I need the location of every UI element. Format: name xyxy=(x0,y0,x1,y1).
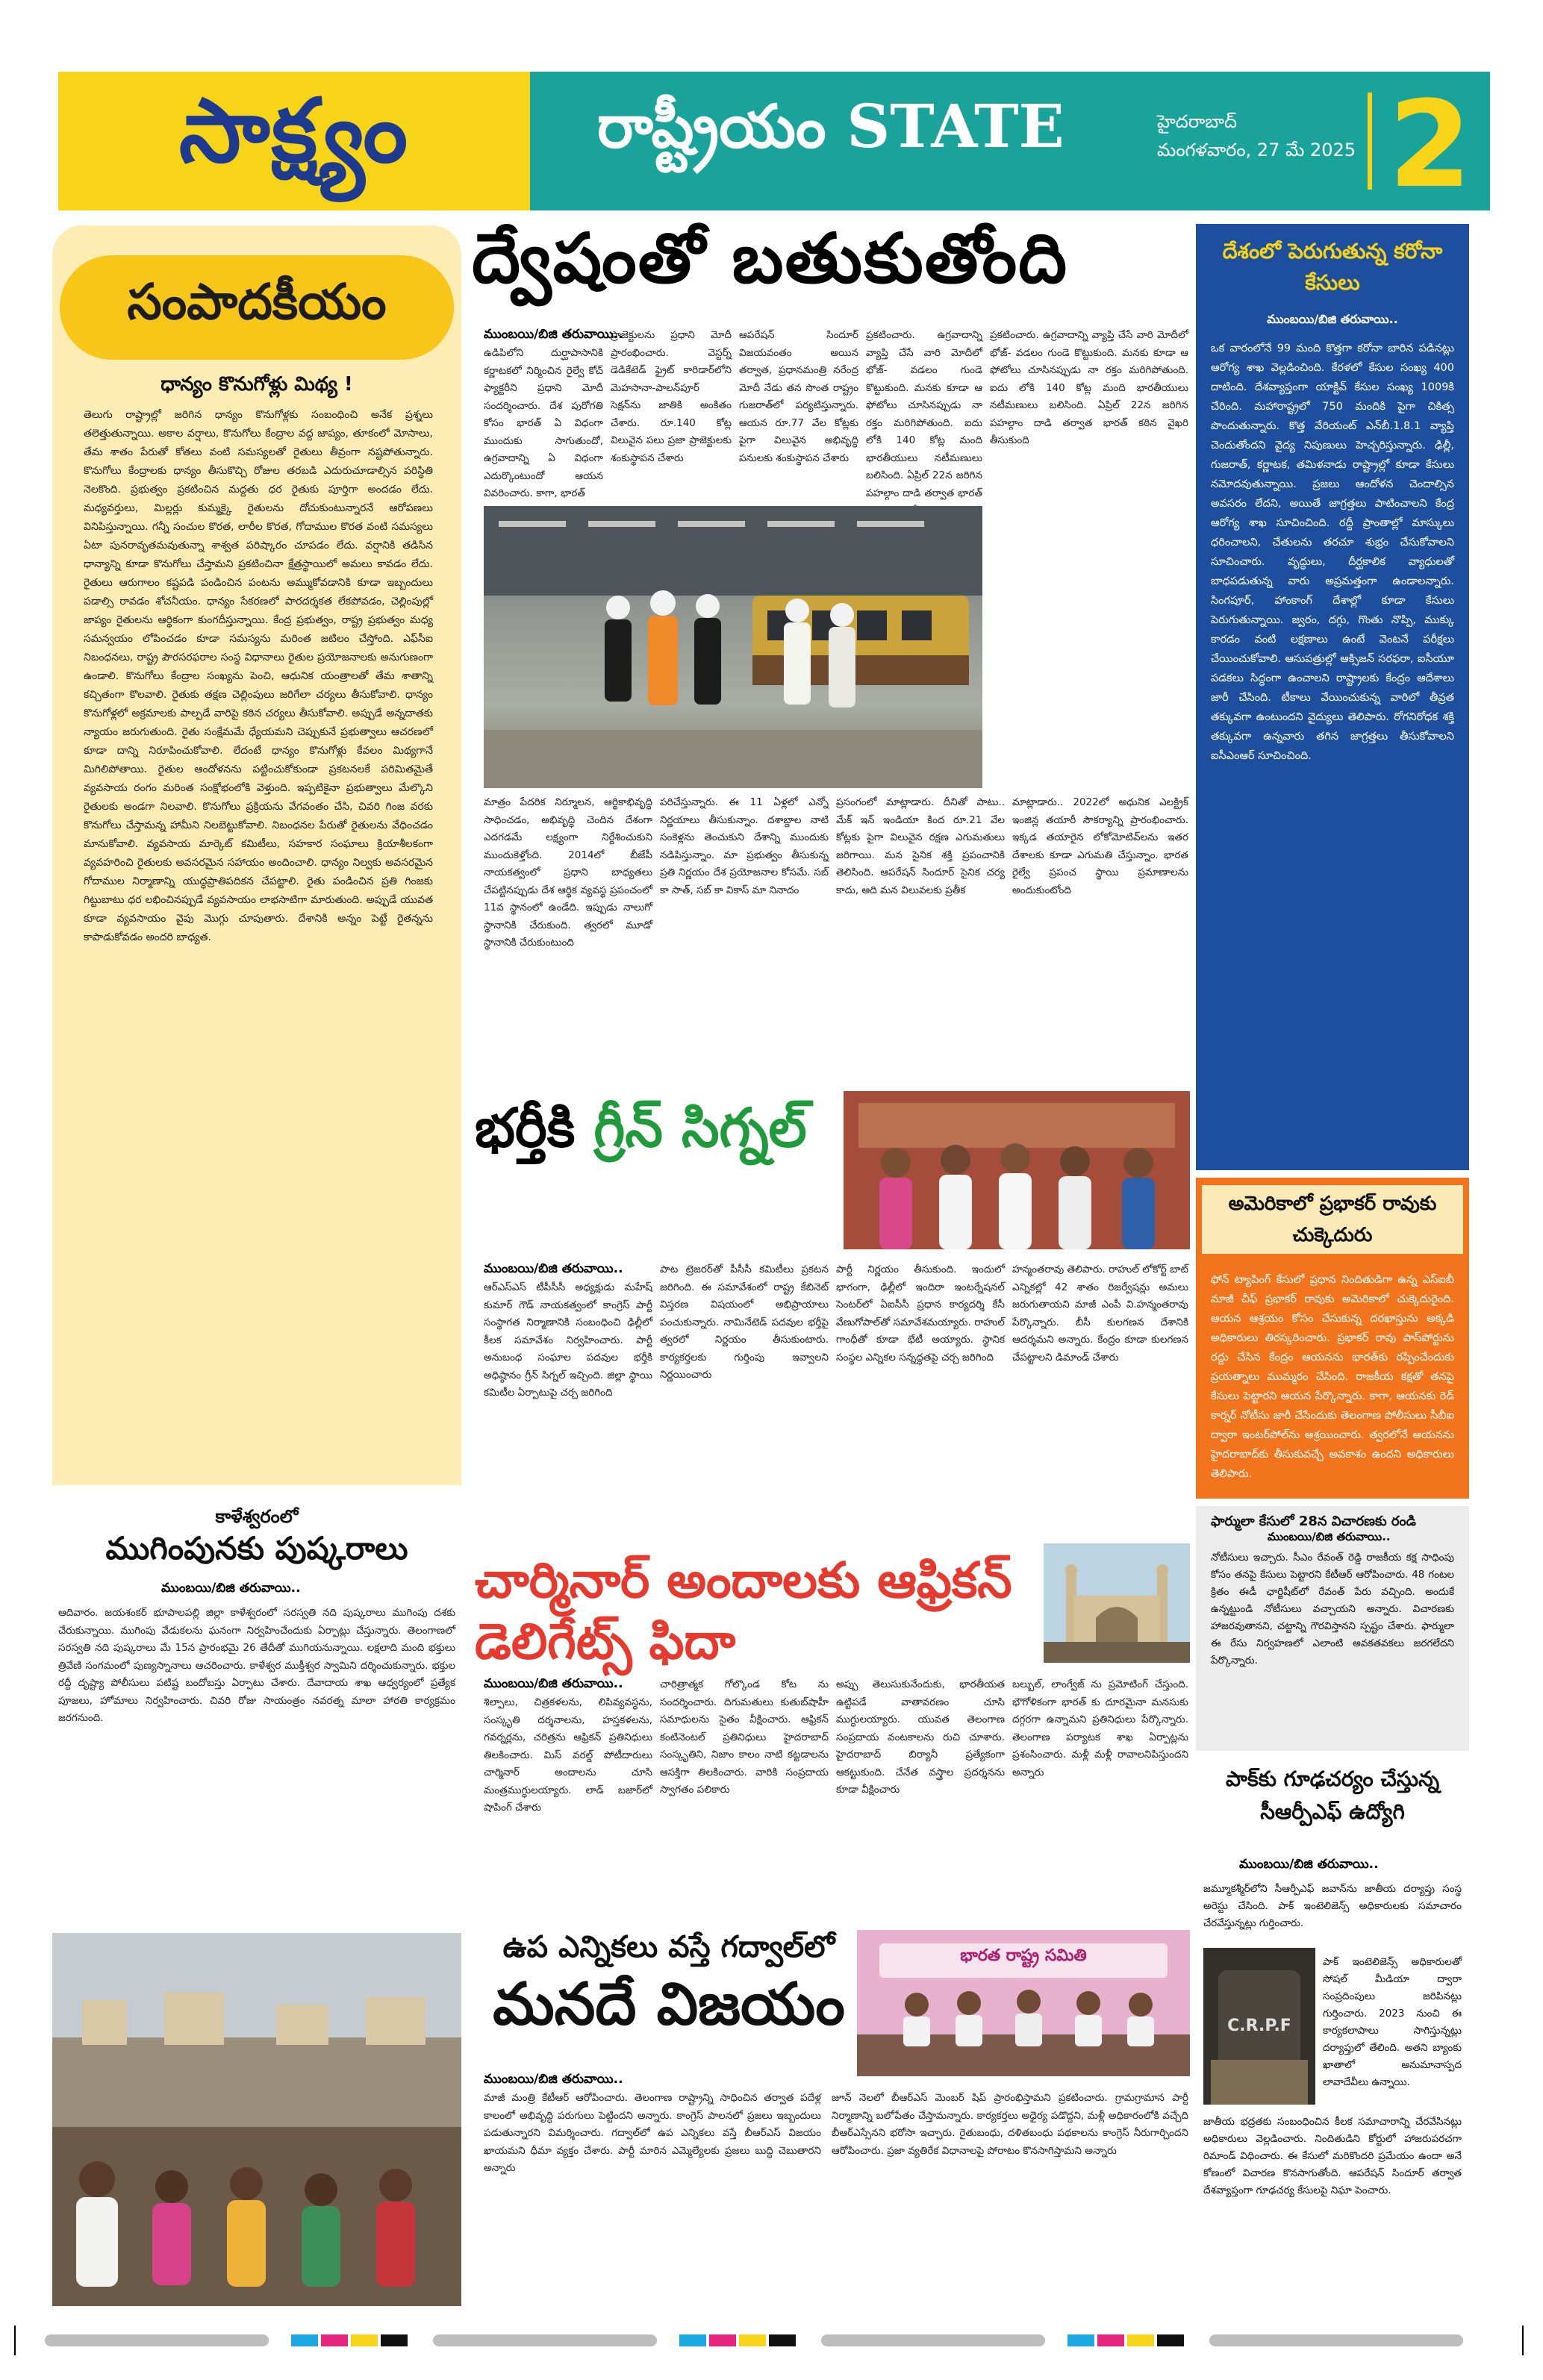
green-signal-headline-black: భర్తీకి xyxy=(475,1096,594,1159)
green-signal-headline xyxy=(475,1096,807,1172)
charminar-col-1: శిల్పాలు, చిత్రకళలను, లిపివ్యవస్థను, సంస్కృతి దర్శనాలను, హస్తకళలను, గవర్నర్లను, చరిత్రను ఆఫ్రికన్ ప్రతినిధులు తిలకించారు. మిస్ వరల్డ్ పోటీదారులు చార్మినార్ అందాలను చూసి మంత్రముగ్ధులయ్యారు. లాడ్ బజార్‌లో షాపింగ్ చేశారు xyxy=(484,1696,652,1814)
print-register-bar xyxy=(0,2326,1543,2355)
pushkaralu-bathing-illustration xyxy=(52,1933,461,2306)
crpf-photo xyxy=(1203,1948,1315,2105)
editorial-subtitle: ధాన్యం కొనుగోళ్లు మిథ్య ! xyxy=(160,373,353,396)
masthead xyxy=(58,72,1490,214)
kaleshwaram-photo xyxy=(52,1933,461,2306)
corona-box xyxy=(1196,224,1469,1170)
formula-headline: ఫార్ములా కేసులో 28న విచారణకు రండి xyxy=(1211,1514,1417,1529)
gadwal-dateline: ముంబయి/బిజి తరువాయి.. xyxy=(484,2072,623,2087)
america-box xyxy=(1196,1178,1469,1499)
green-dateline: ముంబయి/బిజి తరువాయి.. xyxy=(484,1261,623,1276)
america-body: ఫోన్ ట్యాపింగ్ కేసులో ప్రధాన నిందితుడిగా ఉన్న ఎస్ఐబీ మాజీ చీఫ్ ప్రభాకర్ రావుకు అమెరికాలో చుక్కెదురైంది. ఆయన ఆశ్రయం కోసం చేసుకున్న దరఖాస్తును అక్కడి అధికారులు తిరస్కరించారు. ప్రభాకర్ రావు పాస్‌పోర్టును రద్దు చేసిన కేంద్రం ఆయనను భారత్‌కు రప్పించేందుకు ప్రయత్నాలు ముమ్మరం చేసింది. రాజకీయ కక్షతో తనపై కేసులు పెట్టారని ఆయన పేర్కొన్నారు. కాగా, ఆయనకు రెడ్ కార్నర్ నోటీసు జారీ చేసేందుకు తెలంగాణ పోలీసులు సీబీఐ ద్వారా ఇంటర్‌పోల్‌ను ఆశ్రయించారు. త్వరలోనే ఆయనను హైదరాబాద్‌కు తీసుకువచ్చే అవకాశం ఉందని అధికారులు తెలిపారు. xyxy=(1211,1274,1454,1480)
editorial-heading-badge xyxy=(60,255,454,360)
main-story-photo xyxy=(484,506,982,788)
editorial-body: తెలుగు రాష్ట్రాల్లో జరిగిన ధాన్యం కొనుగోళ్లకు సంబంధించి అనేక ప్రశ్నలు తలెత్తుతున్నాయి. అకాల వర్షాలు, కొనుగోలు కేంద్రాల వద్ద జాప్యం, తూకంలో మోసాలు, తేమ శాతం పేరుతో కోతలు వంటి సమస్యలతో రైతులు తీవ్రంగా నష్టపోతున్నారు. కొనుగోలు కేంద్రాలకు ధాన్యం తీసుకొచ్చి రోజుల తరబడి ఎదురుచూడాల్సిన పరిస్థితి నెలకొంది. ప్రభుత్వం ప్రకటించిన మద్దతు ధర రైతుకు పూర్తిగా అందడం లేదు. మధ్యవర్తులు, మిల్లర్లు కుమ్మక్కై రైతులను దోచుకుంటున్నారనే ఆరోపణలు వినిపిస్తున్నాయి. గన్నీ సంచుల కొరత, లారీల కొరత, గోదాముల కొరత వంటి సమస్యలు ఏటా పునరావృతమవుతున్నా శాశ్వత పరిష్కారం చూపడం లేదు. వర్షానికి తడిసిన ధాన్యాన్ని కూడా కొనుగోలు చేస్తామని ప్రకటించినా క్షేత్రస్థాయిలో అమలు కావడం లేదు. రైతులు ఆరుగాలం కష్టపడి పండించిన పంటను అమ్ముకోవడానికి కూడా ఇబ్బందులు పడాల్సి రావడం శోచనీయం. ధాన్యం సేకరణలో పారదర్శకత లేకపోవడం, చెల్లింపుల్లో జాప్యం రైతులను ఆర్థికంగా కుంగదీస్తున్నాయి. కేంద్ర ప్రభుత్వం, రాష్ట్ర ప్రభుత్వం మధ్య సమన్వయం లోపించడం కూడా సమస్యను మరింత జటిలం చేస్తోంది. ఎఫ్‌సీఐ నిబంధనలు, రాష్ట్ర పౌరసరఫరాల సంస్థ విధానాలు రైతుల ప్రయోజనాలకు అనుగుణంగా ఉండాలి. కొనుగోలు కేంద్రాల సంఖ్యను పెంచి, ఆధునిక యంత్రాలతో తేమ శాతాన్ని కచ్చితంగా కొలవాలి. రైతుకు తక్షణ చెల్లింపులు జరిగేలా చర్యలు తీసుకోవాలి. ధాన్యం కొనుగోళ్లలో అక్రమాలకు పాల్పడే వారిపై కఠిన చర్యలు తీసుకోవాలి. అప్పుడే అన్నదాతకు న్యాయం జరుగుతుంది. రైతు సంక్షేమమే ధ్యేయమని చెప్పుకునే ప్రభుత్వాలు ఆచరణలో కూడా దాన్ని నిరూపించుకోవాలి. లేదంటే ధాన్యం కొనుగోళ్లు కేవలం మిథ్యగానే మిగిలిపోతాయి. రైతుల ఆందోళనను పట్టించుకోకుండా ప్రకటనలకే పరిమితమైతే వ్యవసాయ రంగం మరింత సంక్షోభంలోకి వెళ్తుంది. ఇప్పటికైనా ప్రభుత్వాలు మేల్కొని రైతులకు అండగా నిలవాలి. కొనుగోలు ప్రక్రియను వేగవంతం చేసి, చివరి గింజ వరకు కొనుగోలు చేస్తామన్న హామీని నిలబెట్టుకోవాలి. నిబంధనల పేరుతో రైతులను వేధించడం మానుకోవాలి. వ్యవసాయ మార్కెట్ కమిటీలు, సహకార సంఘాలు క్రియాశీలకంగా వ్యవహరించి రైతులకు అవసరమైన సహాయం అందించాలి. ధాన్యం నిల్వకు అవసరమైన గోదాముల నిర్మాణాన్ని యుద్ధప్రాతిపదికన చేపట్టాలి. రైతు పండించిన ప్రతి గింజకు గిట్టుబాటు ధర లభించినప్పుడే వ్యవసాయం లాభసాటిగా మారుతుంది. అప్పుడే యువత కూడా వ్యవసాయం వైపు మొగ్గు చూపుతారు. దేశానికి అన్నం పెట్టే రైతన్నను కాపాడుకోవడం అందరి బాధ్యత. xyxy=(84,409,433,943)
crpf-label: C.R.P.F xyxy=(1227,2017,1291,2035)
gadwal-photo xyxy=(857,1930,1190,2076)
gadwal-photo-banner: భారత రాష్ట్ర సమితి xyxy=(960,1946,1087,1965)
main-lower-col-4: మాట్లాడారు.. 2022లో అధునిక ఎలక్ట్రిక్ ఇంజిన్ల తయారీ సౌకర్యాన్ని ప్రారంభించారు. ఇక్కడ తయారైన లోకోమోటివ్‌లను ఇతర దేశాలకు కూడా ఎగుమతి చేస్తున్నాం. భారత రైల్వే ప్రపంచ స్థాయి ప్రమాణాలను అందుకుంటోంది xyxy=(1012,796,1188,896)
formula-dateline: ముంబయి/బిజి తరువాయి.. xyxy=(1268,1530,1391,1543)
main-col-4-top: ప్రకటించారు. ఉగ్రవాదాన్ని వ్యాప్తి చేసే వారి మోదీలో భోజ్- వడలం గుండె కొట్టుకుంది. మనకు కూడా ఆ ఫోటోలు చూసినప్పుడు నా రక్తం మరిగిపోతుంది. ఐదు లోకి 140 కోట్ల మంది భారతీయులు నటీమణులు బలిసింది. ఏప్రిల్ 22న జరిగిన పహల్గాం దాడి తర్వాత భారత్ xyxy=(866,329,982,499)
formula-body: నోటీసులు ఇచ్చారు. సీఎం రేవంత్ రెడ్డి రాజకీయ కక్ష సాధింపు కోసం తనపై కేసులు పెట్టారని కేటీఆర్ ఆరోపించారు. 48 గంటల క్రితం ఈడీ ఛార్జిషీట్‌లో రేవంత్ పేరు వచ్చింది. అందుకే ఉన్నట్టుండి నోటీసులు వచ్చాయని అన్నారు. విచారణకు హాజరవుతానని, చట్టాన్ని గౌరవిస్తానని స్పష్టం చేశారు. ఫార్ములా ఈ రేసు నిర్వహణలో ఎలాంటి అవకతవకలు జరగలేదని పేర్కొన్నారు. xyxy=(1211,1552,1454,1667)
editorial-column xyxy=(52,225,461,1485)
green-col-2: పాట ట్రెజరర్‌తో పీసీసీ కమిటీలు ప్రకటన జరిగింది. ఈ సమావేశంలో రాష్ట్ర కేబినెట్ విస్తరణ విషయంలో అభిప్రాయాలు పంచుకున్నారు. నామినేటెడ్ పదవుల భర్తీపై త్వరలో నిర్ణయం తీసుకుంటారు. కార్యకర్తలకు గుర్తింపు ఇవ్వాలని నిర్ణయించారు xyxy=(660,1264,829,1381)
kaleshwaram-dateline: ముంబయి/బిజి తరువాయి.. xyxy=(161,1581,301,1596)
kaleshwaram-headline-line-2: ముగింపునకు పుష్కరాలు xyxy=(105,1530,408,1567)
page-number-divider xyxy=(1368,93,1372,190)
green-signal-headline-green: గ్రీన్ సిగ్నల్ xyxy=(593,1096,807,1159)
page-number: 2 xyxy=(1388,75,1472,214)
pak-headline: పాక్‌కు గూఢచర్యం చేస్తున్న సీఆర్పీఎఫ్ ఉద్యోగి xyxy=(1225,1767,1440,1824)
main-col-2: ప్రాజెక్టులను ప్రధాని మోదీ ప్రారంభించారు. వెస్టర్న్ డెడికేటెడ్ ఫ్రైట్ కారిడార్‌లోని మెహసానా-పాలన్‌పూర్ సెక్షన్‌ను జాతికి అంకితం చేశారు. రూ.140 కోట్ల విలువైన పలు ప్రజా ప్రాజెక్టులకు శంకుస్థాపన చేశారు xyxy=(611,329,732,464)
main-lower-col-3: ప్రసంగంలో మాట్లాడారు. దీనితో పాటు.. మేక్ ఇన్ ఇండియా కింద రూ.21 వేల కోట్లకు పైగా విలువైన రక్షణ ఎగుమతులు జరిగాయి. మన సైనిక శక్తి ప్రపంచానికి తెలిసింది. ఆపరేషన్ సిందూర్ సైనిక చర్య కాదు, అది మన విలువలకు ప్రతీక xyxy=(836,796,1005,896)
edition-date: మంగళవారం, 27 మే 2025 xyxy=(1157,140,1356,160)
date-block xyxy=(1157,107,1356,164)
charminar-dateline: ముంబయి/బిజి తరువాయి.. xyxy=(484,1676,623,1691)
section-banner xyxy=(530,72,1490,214)
logo-box xyxy=(58,72,530,210)
corona-headline: దేశంలో పెరుగుతున్న కరోనా కేసులు xyxy=(1222,239,1443,295)
green-col-3: పార్టీ నిర్ణయం తీసుకుంది. ఇందులో భాగంగా, ఢిల్లీలో ఇందిరా ఇంటర్నేషనల్ సెంటర్‌లో ఏఐసీసీ ప్రధాన కార్యదర్శి కేసీ వేణుగోపాల్‌తో సమావేశమయ్యారు. రాహుల్ గాంధీతో కూడా భేటీ అయ్యారు. స్థానిక సంస్థల ఎన్నికల సన్నద్ధతపై చర్చ జరిగింది xyxy=(836,1264,1005,1364)
main-dateline: ముంబయి/బిజి తరువాయి.. xyxy=(484,327,623,342)
main-headline: ద్వేషంతో బతుకుతోంది xyxy=(472,218,1069,299)
main-col-3: ఆపరేషన్ సిందూర్ విజయవంతం అయిన తర్వాత, ప్రధానమంత్రి నరేంద్ర మోదీ నేడు తన సొంత రాష్ట్రం గుజరాత్‌లో పర్యటిస్తున్నారు. ఆయన రూ.77 వేల కోట్లకు పైగా విలువైన అభివృద్ధి పనులకు శంకుస్థాపన చేశారు xyxy=(739,329,858,464)
kaleshwaram-headline-line-1: కాళేశ్వరంలో xyxy=(215,1506,299,1527)
edition-city: హైదరాబాద్ xyxy=(1157,111,1237,132)
formula-box xyxy=(1196,1506,1469,1751)
pak-body-2: పాక్ ఇంటెలిజెన్స్ అధికారులతో సోషల్ మీడియా ద్వారా సంప్రదింపులు జరిపినట్లు గుర్తించారు. 2023 నుంచి ఈ కార్యకలాపాలు సాగిస్తున్నట్లు దర్యాప్తులో తేలింది. అతని బ్యాంకు ఖాతాలో అనుమానాస్పద లావాదేవీలు ఉన్నాయి. xyxy=(1323,1956,1462,2088)
gadwal-col-1: మాజీ మంత్రి కేటీఆర్ ఆరోపించారు. తెలంగాణ రాష్ట్రాన్ని సాధించిన తర్వాత పదేళ్ల కాలంలో అభివృద్ధి పరుగులు పెట్టిందని అన్నారు. కాంగ్రెస్ పాలనలో ప్రజలు ఇబ్బందులు పడుతున్నారని విమర్శించారు. గద్వాల్‌లో ఉప ఎన్నికలు వస్తే బీఆర్ఎస్ విజయం ఖాయమని ధీమా వ్యక్తం చేశారు. పార్టీ మారిన ఎమ్మెల్యేలకు ప్రజలు బుద్ధి చెబుతారని అన్నారు xyxy=(484,2092,821,2174)
main-lower-col-1: మాత్రం పేదరిక నిర్మూలన, ఆర్థికాభివృద్ధి సాధించడం, అభివృద్ధి చెందిన దేశంగా ఎదగడమే లక్ష్యంగా నిర్దేశించుకుని ముందుకెళ్తోంది. 2014లో బీజేపీ నాయకత్వంలో ప్రధాని బాధ్యతలు చేపట్టినప్పుడు దేశ ఆర్థిక వ్యవస్థ ప్రపంచంలో 11వ స్థానంలో ఉండేది. ఇప్పుడు నాలుగో స్థానానికి చేరుకుంది. త్వరలో మూడో స్థానానికి చేరుకుంటుంది xyxy=(484,796,652,949)
main-lower-col-2: పరిచేస్తున్నారు. ఈ 11 ఏళ్లలో ఎన్నో నిర్ణయాలు తీసుకున్నాం. దశాబ్దాల నాటి సంకెళ్లను తెంచుకుని దేశాన్ని ముందుకు నడిపిస్తున్నాం. మా ప్రభుత్వం తీసుకున్న ప్రతి నిర్ణయం దేశ ప్రయోజనాల కోసమే. సబ్ కా సాత్, సబ్ కా వికాస్ మా నినాదం xyxy=(660,796,829,896)
green-signal-photo xyxy=(844,1091,1190,1249)
railway-factory-illustration xyxy=(484,506,982,788)
gadwal-headline-line-1: ఉప ఎన్నికలు వస్తే గద్వాల్‌లో xyxy=(502,1930,835,1964)
newspaper-logo: సాక్ష్యం xyxy=(178,78,410,182)
main-col-4: ప్రకటించారు. ఉగ్రవాదాన్ని వ్యాప్తి చేసే వారి మోదీలో భోజ్- వడలం గుండె కొట్టుకుంది. మనకు కూడా ఆ ఫోటోలు చూసినప్పుడు నా రక్తం మరిగిపోతుంది. ఐదు లోకి 140 కోట్ల మంది భారతీయులు నటీమణులు బలిసింది. ఏప్రిల్ 22న జరిగిన పహల్గాం దాడి తర్వాత భారత్ కఠిన వైఖరి తీసుకుంది xyxy=(990,329,1188,446)
charminar-monument-illustration xyxy=(1044,1543,1190,1663)
pak-body-1: జమ్మూకశ్మీర్‌లోని సీఆర్పీఎఫ్ జవాన్‌ను జాతీయ దర్యాప్తు సంస్థ అరెస్టు చేసింది. పాక్ ఇంటెలిజెన్స్ అధికారులకు సమాచారం చేరవేస్తున్నట్లు గుర్తించారు. xyxy=(1203,1883,1462,1929)
charminar-photo xyxy=(1044,1543,1190,1663)
green-col-1: ఆర్ఎస్ఎస్ టీపీసీసీ అధ్యక్షుడు మహేష్ కుమార్ గౌడ్ నాయకత్వంలో కాంగ్రెస్ పార్టీ సంస్థాగత నిర్మాణానికి సంబంధించి ఢిల్లీలో కీలక సమావేశం నిర్వహించారు. పార్టీ అనుబంధ సంఘాల పదవుల భర్తీకి అధిష్ఠానం గ్రీన్ సిగ్నల్ ఇచ్చింది. జిల్లా స్థాయి కమిటీల ఏర్పాటుపై చర్చ జరిగింది xyxy=(484,1281,652,1399)
gadwal-col-2: జూన్ నెలలో బీఆర్ఎస్ మెంబర్ షిప్ ప్రారంభిస్తామని ప్రకటించారు. గ్రామగ్రామాన పార్టీ నిర్మాణాన్ని బలోపేతం చేస్తామన్నారు. కార్యకర్తలు అధైర్య పడొద్దని, మళ్లీ అధికారంలోకి వచ్చేది బీఆర్ఎస్సేనని భరోసా ఇచ్చారు. రైతుబంధు, దళితబంధు పథకాలను కాంగ్రెస్ నీరుగార్చిందని ఆరోపించారు. ప్రజా వ్యతిరేక విధానాలపై పోరాటం కొనసాగిస్తామని అన్నారు xyxy=(832,2092,1188,2157)
pak-body-3: జాతీయ భద్రతకు సంబంధించిన కీలక సమాచారాన్ని చేరవేసినట్లు అధికారులు వెల్లడించారు. నిందితుడిని కోర్టులో హాజరుపరచగా రిమాండ్ విధించారు. ఈ కేసులో మరికొందరి ప్రమేయం ఉందా అనే కోణంలో విచారణ కొనసాగుతోంది. ఆపరేషన్ సిందూర్ తర్వాత దేశవ్యాప్తంగా గూఢచర్య కేసులపై నిఘా పెంచారు. xyxy=(1203,2116,1462,2196)
leaders-group-illustration xyxy=(844,1091,1190,1249)
charminar-headline: చార్మినార్ అందాలకు ఆఫ్రికన్ డెలిగేట్స్ ఫిదా xyxy=(475,1551,1012,1670)
section-title: రాష్ట్రీయం STATE xyxy=(597,91,1064,161)
gadwal-headline-line-2: మనదే విజయం xyxy=(493,1970,845,2038)
charminar-col-4: బల్బుల్, లాంగ్వేజ్ ను ప్రమోటింగ్ చేస్తుంది. భౌగోళికంగా భారత్ కు దూరమైనా మనసుకు దగ్గరగా ఉన్నామని ప్రతినిధులు పేర్కొన్నారు. తెలంగాణ పర్యాటక శాఖ ఏర్పాట్లను ప్రశంసించారు. మళ్లీ మళ్లీ రావాలనిపిస్తుందని అన్నారు xyxy=(1012,1678,1188,1778)
color-register-marks xyxy=(0,2326,1543,2355)
charminar-col-2: చారిత్రాత్మక గోల్కొండ కోట ను సందర్శించారు. దిగుమతులు కుతుబ్‌షాహీ సమాధులను సైతం వీక్షించారు. ఆఫ్రికన్ కంటినెంటల్ ప్రతినిధులు హైదరాబాద్ సంస్కృతిని, నిజాం కాలం నాటి కట్టడాలను ఆసక్తిగా తిలకించారు. వారికి సంప్రదాయ స్వాగతం పలికారు xyxy=(660,1678,829,1796)
corona-body: ఒక వారంలోనే 99 మంది కొత్తగా కరోనా బారిన పడినట్లు ఆరోగ్య శాఖ వెల్లడించింది. కేరళలో కేసుల సంఖ్య 400 దాటింది. దేశవ్యాప్తంగా యాక్టివ్ కేసుల సంఖ్య 1009కి చేరింది. మహారాష్ట్రలో 750 మందికి పైగా చికిత్స పొందుతున్నారు. కొత్త వేరియంట్ ఎన్‌బీ.1.8.1 వ్యాప్తి చెందుతోందని వైద్య నిపుణులు హెచ్చరిస్తున్నారు. ఢిల్లీ, గుజరాత్, కర్ణాటక, తమిళనాడు రాష్ట్రాల్లో కూడా కేసులు నమోదవుతున్నాయి. ప్రజలు ఆందోళన చెందాల్సిన అవసరం లేదని, అయితే జాగ్రత్తలు పాటించాలని కేంద్ర ఆరోగ్య శాఖ సూచించింది. రద్దీ ప్రాంతాల్లో మాస్కులు ధరించాలని, చేతులను తరచూ శుభ్రం చేసుకోవాలని సూచించారు. వృద్ధులు, దీర్ఘకాలిక వ్యాధులతో బాధపడుతున్న వారు అప్రమత్తంగా ఉండాలన్నారు. సింగపూర్, హాంకాంగ్ దేశాల్లో కూడా కేసులు పెరుగుతున్నాయి. జ్వరం, దగ్గు, గొంతు నొప్పి, ముక్కు కారడం వంటి లక్షణాలు ఉంటే వెంటనే పరీక్షలు చేయించుకోవాలి. ఆసుపత్రుల్లో ఆక్సిజన్ సరఫరా, ఐసీయూ పడకలు సిద్ధంగా ఉంచాలని రాష్ట్రాలకు కేంద్రం ఆదేశాలు జారీ చేసింది. టీకాలు వేయించుకున్న వారిలో తీవ్రత తక్కువగా ఉంటుందని వైద్యులు తెలిపారు. రోగనిరోధక శక్తి తక్కువగా ఉన్నవారు తగిన జాగ్రత్తలు తీసుకోవాలని ఐసీఎంఆర్ సూచించింది. xyxy=(1211,343,1454,762)
pak-dateline: ముంబయి/బిజి తరువాయి.. xyxy=(1239,1857,1379,1872)
green-col-4: హన్మంతరావు తెలిపారు. రాహుల్ లోకోర్ట్ బాట్ ఎన్నికల్లో 42 శాతం రిజర్వేషన్లు అమలు జరుగుతాయని మాజీ ఎంపీ వి.హన్మంతరావు పేర్కొన్నారు. బీసీ కులగణన దేశానికి ఆదర్శమని అన్నారు. కేంద్రం కూడా కులగణన చేపట్టాలని డిమాండ్ చేశారు xyxy=(1012,1264,1188,1364)
main-col-1: ఉడిపిలోని దుర్ఘాపాసానికి కర్ణాటకలో నిర్మించిన రైల్వే కోచ్ ఫ్యాక్టరీని ప్రధాని మోదీ సందర్శించారు. దేశ పురోగతి కోసం భారత్ ఏ విధంగా ముందుకు సాగుతుందో, ఉగ్రవాదాన్ని ఏ విధంగా ఎదుర్కొంటుందో ఆయన వివరించారు. కాగా, భారత్ xyxy=(484,347,603,499)
kaleshwaram-body: ఆదివారం. జయశంకర్ భూపాలపల్లి జిల్లా కాళేశ్వరంలో సరస్వతి నది పుష్కరాలు ముగింపు దశకు చేరుకున్నాయి. ముగింపు వేడుకలను ఘనంగా నిర్వహించేందుకు ఏర్పాట్లు చేస్తున్నారు. తెలంగాణలో సరస్వతి నది పుష్కరాలు మే 15న ప్రారంభమై 26 తేదీతో ముగియనున్నాయి. లక్షలాది మంది భక్తులు త్రివేణి సంగమంలో పుణ్యస్నానాలు ఆచరించారు. కాళేశ్వర ముక్తీశ్వర స్వామిని దర్శించుకున్నారు. భక్తుల రద్దీ దృష్ట్యా పోలీసులు పటిష్ట బందోబస్తు ఏర్పాటు చేశారు. దేవాదాయ శాఖ ఆధ్వర్యంలో ప్రత్యేక పూజలు, హోమాలు నిర్వహించారు. చివరి రోజు సాయంత్రం నవరత్న మాలా హారతి కార్యక్రమం జరగనుంది. xyxy=(58,1607,455,1724)
america-headline: అమెరికాలో ప్రభాకర్ రావుకు చుక్కెదురు xyxy=(1228,1193,1437,1246)
corona-dateline: ముంబయి/బిజి తరువాయి.. xyxy=(1267,312,1398,326)
charminar-col-3: అప్పు తెలుసుకునేందుకు, భారతీయత ఉట్టిపడే వాతావరణం చూసి ముగ్ధులయ్యారు. యువత తెలంగాణ సంప్రదాయ వంటకాలను రుచి చూశారు. హైదరాబాద్ బిర్యానీ ప్రత్యేకంగా ఆకట్టుకుంది. చేనేత వస్త్రాల ప్రదర్శనను కూడా వీక్షించారు xyxy=(836,1678,1005,1796)
editorial-title: సంపాదకీయం xyxy=(127,272,387,331)
